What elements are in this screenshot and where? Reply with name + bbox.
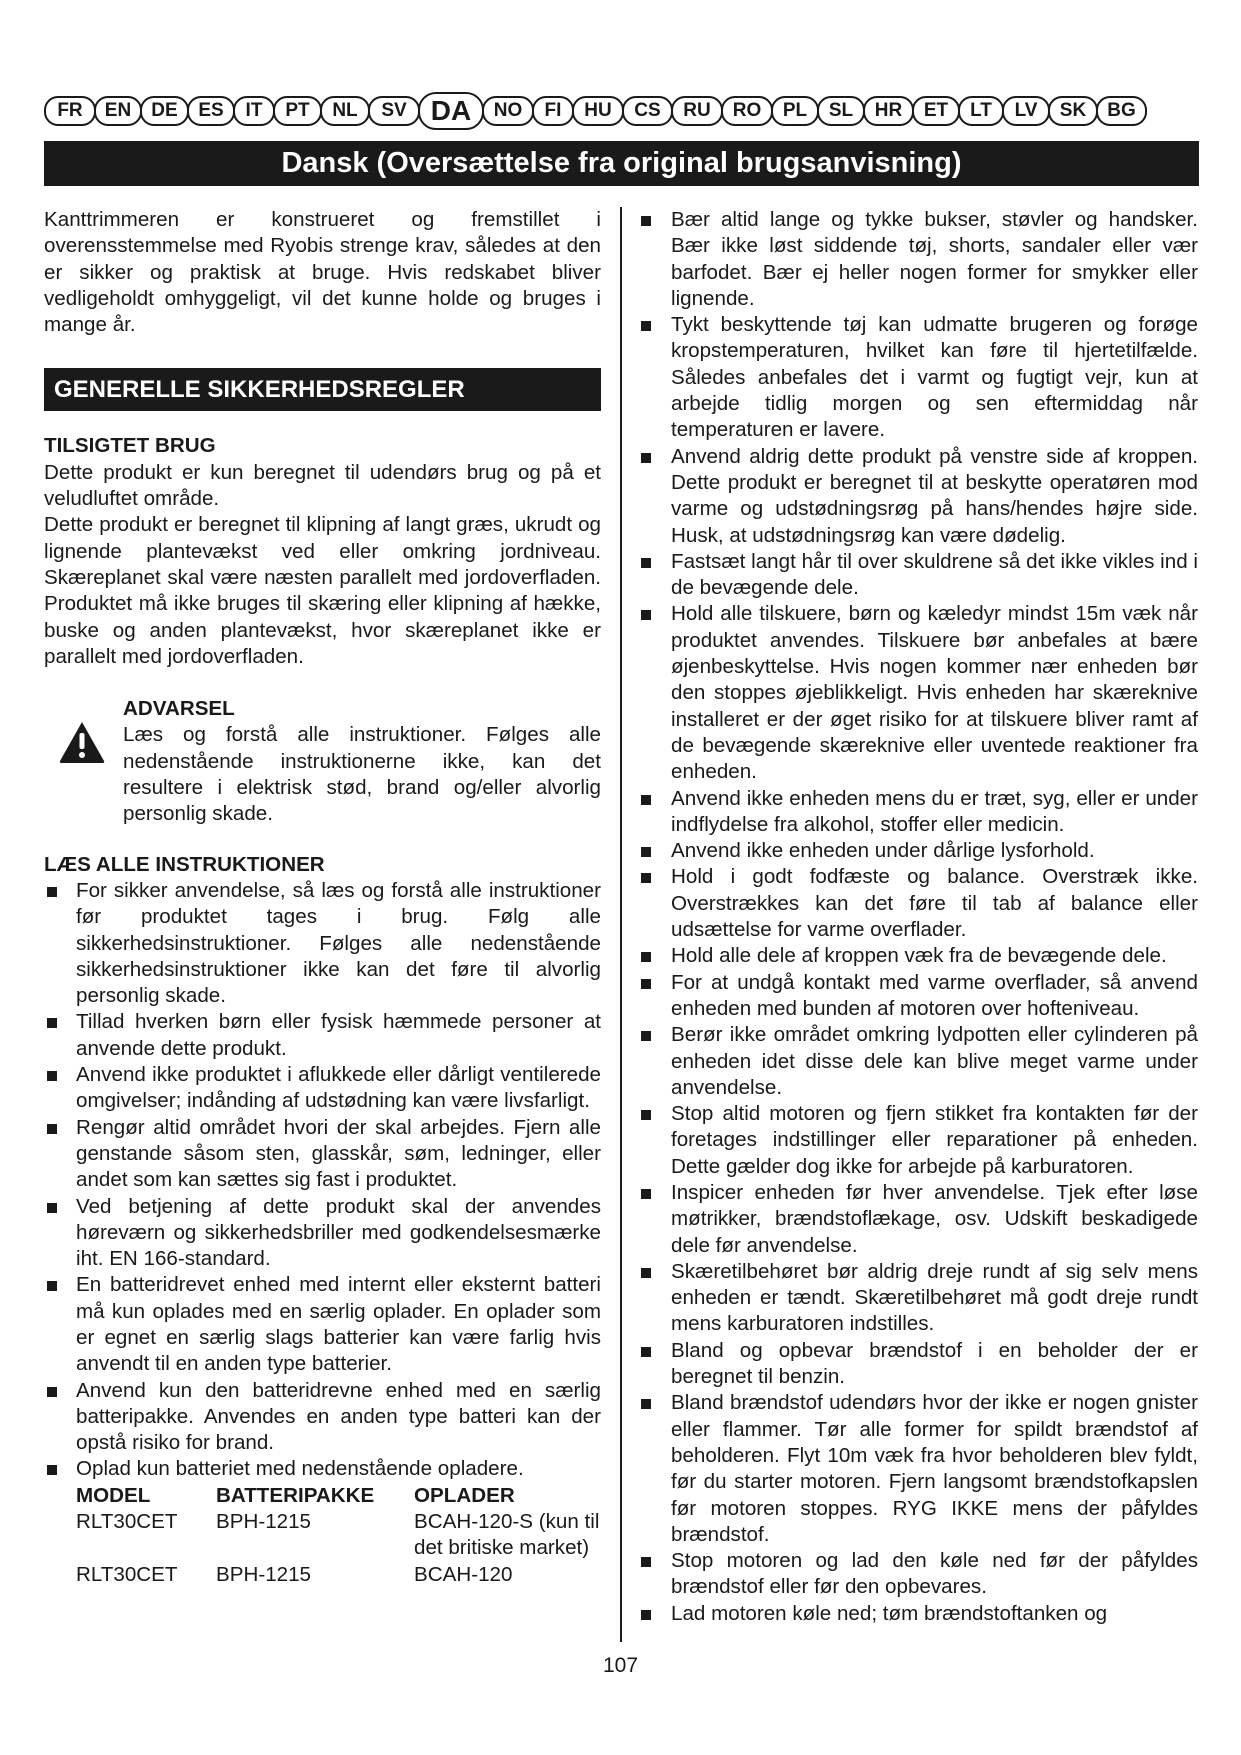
list-item: Lad motoren køle ned; tøm brændstoftanken og	[638, 1601, 1198, 1627]
table-header: MODEL	[76, 1483, 151, 1507]
lang-tab-hr: HR	[863, 96, 914, 126]
list-item: Bland brændstof udendørs hvor der ikke er nogen gnister eller flammer. Tør alle former for spildt brændstof af beholderen. Flyt 10m væk fra hvor beholderen blev fyldt, før du starter motoren. Fjern langsomt brændstofkapslen før motoren stoppes. RYG IKKE mens der påfyldes brændstof.	[638, 1390, 1198, 1548]
bullet-square-icon	[47, 1281, 57, 1291]
intended-use-paragraph-2: Dette produkt er beregnet til klipning af langt græs, ukrudt og lignende plantevækst ved eller omkring jordniveau. Skæreplanet skal være næsten parallelt med jordoverfladen. Produktet må ikke bruges til skæring eller klipning af hække, buske og anden plantevækst, hvor skæreplanet ikke er parallelt med jordoverfladen.	[44, 513, 601, 668]
bullet-square-icon	[641, 1399, 651, 1409]
bullet-square-icon	[47, 887, 57, 897]
bullet-square-icon	[641, 1110, 651, 1120]
bullet-square-icon	[641, 558, 651, 568]
list-item: Anvend ikke produktet i aflukkede eller dårligt ventilerede omgivelser; indånding af udstødning kan være livsfarligt.	[44, 1062, 601, 1115]
warning-title: ADVARSEL	[123, 697, 235, 721]
language-tab-bar	[44, 92, 1199, 128]
lang-tab-en: EN	[94, 96, 142, 126]
right-column	[638, 207, 1198, 1627]
list-item: Stop altid motoren og fjern stikket fra kontakten før der foretages indstillinger eller reparationer på enheden. Dette gælder dog ikke for arbejde på karburatoren.	[638, 1101, 1198, 1180]
list-item: Tillad hverken børn eller fysisk hæmmede personer at anvende dette produkt.	[44, 1009, 601, 1062]
list-item: Bær altid lange og tykke bukser, støvler og handsker. Bær ikke løst siddende tøj, shorts, sandaler eller vær barfodet. Bær ej heller nogen former for smykker eller lignende.	[638, 207, 1198, 312]
bullet-square-icon	[47, 1124, 57, 1134]
read-all-heading: LÆS ALLE INSTRUKTIONER	[44, 852, 325, 876]
lang-tab-es: ES	[187, 96, 235, 126]
warning-text: Læs og forstå alle instruktioner. Følges alle nedenstående instruktionerne ikke, kan det resultere i elektrisk stød, brand og/eller alvorlig personlig skade.	[123, 723, 601, 826]
list-item: Berør ikke området omkring lydpotten eller cylinderen på enheden idet disse dele kan blive meget varme under anvendelse.	[638, 1022, 1198, 1101]
bullet-square-icon	[641, 321, 651, 331]
page-title: Dansk (Oversættelse fra original brugsanvisning)	[44, 141, 1199, 186]
table-header: BATTERIPAKKE	[216, 1483, 375, 1507]
list-item: Bland og opbevar brændstof i en beholder der er beregnet til benzin.	[638, 1338, 1198, 1391]
bullet-square-icon	[641, 979, 651, 989]
lang-tab-pl: PL	[771, 96, 819, 126]
bullet-square-icon	[641, 847, 651, 857]
list-item: For sikker anvendelse, så læs og forstå alle instruktioner før produktet tages i brug. Følg alle sikkerhedsinstruktioner. Følges alle nedenstående sikkerhedsinstruktioner ikke kan det føre til alvorlig personlig skade.	[44, 878, 601, 1009]
table-cell: BCAH-120-S (kun til det britiske market)	[414, 1510, 600, 1560]
lang-tab-lt: LT	[958, 96, 1004, 126]
lang-tab-sv: SV	[368, 96, 420, 126]
lang-tab-da-active: DA	[418, 92, 484, 130]
section-title-safety-rules: GENERELLE SIKKERHEDSREGLER	[44, 368, 601, 411]
table-cell: BCAH-120	[414, 1562, 513, 1586]
table-header: OPLADER	[414, 1483, 515, 1507]
lang-tab-ru: RU	[671, 96, 723, 126]
bullet-square-icon	[47, 1387, 57, 1397]
lang-tab-lv: LV	[1002, 96, 1050, 126]
bullet-square-icon	[47, 1071, 57, 1081]
lang-tab-nl: NL	[320, 96, 370, 126]
list-item: Anvend ikke enheden mens du er træt, syg, eller er under indflydelse fra alkohol, stoffer eller medicin.	[638, 786, 1198, 839]
lang-tab-no: NO	[482, 96, 534, 126]
bullet-square-icon	[47, 1203, 57, 1213]
table-row	[76, 1509, 601, 1562]
lang-tab-et: ET	[912, 96, 960, 126]
list-item: Anvend aldrig dette produkt på venstre side af kroppen. Dette produkt er beregnet til at beskytte operatøren mod varme og udstødningsrøg på hans/hendes højre side. Husk, at udstødningsrøg kan være dødelig.	[638, 444, 1198, 549]
bullet-square-icon	[641, 453, 651, 463]
left-column	[44, 207, 601, 1588]
bullet-square-icon	[641, 873, 651, 883]
intended-use-paragraph-1: Dette produkt er kun beregnet til udendørs brug og på et veludluftet område.	[44, 460, 601, 511]
list-item: Anvend kun den batteridrevne enhed med en særlig batteripakke. Anvendes en anden type batteri kan der opstå risiko for brand.	[44, 1378, 601, 1457]
table-cell: RLT30CET	[76, 1562, 178, 1586]
intro-paragraph: Kanttrimmeren er konstrueret og fremstillet i overensstemmelse med Ryobis strenge krav, således at den er sikker og praktisk at bruge. Hvis redskabet bliver vedligeholdt omhyggeligt, vil det kunne holde og bruges i mange år.	[44, 208, 601, 337]
list-item: Inspicer enheden før hver anvendelse. Tjek efter løse møtrikker, brændstoflækage, osv. Udskift beskadigede dele før anvendelse.	[638, 1180, 1198, 1259]
list-item: For at undgå kontakt med varme overflader, så anvend enheden med bunden af motoren over hofteniveau.	[638, 970, 1198, 1023]
list-item: Anvend ikke enheden under dårlige lysforhold.	[638, 838, 1198, 864]
bullet-square-icon	[47, 1018, 57, 1028]
bullet-square-icon	[641, 952, 651, 962]
bullet-square-icon	[641, 1610, 651, 1620]
lang-tab-bg: BG	[1096, 96, 1147, 126]
read-all-list	[44, 878, 601, 1483]
list-item: Oplad kun batteriet med nedenstående opladere.	[44, 1456, 601, 1482]
lang-tab-fr: FR	[44, 96, 96, 126]
bullet-square-icon	[641, 1189, 651, 1199]
bullet-square-icon	[641, 1268, 651, 1278]
lang-tab-de: DE	[140, 96, 189, 126]
bullet-square-icon	[641, 1557, 651, 1567]
safety-list-continued	[638, 207, 1198, 1627]
table-row	[76, 1562, 601, 1588]
bullet-square-icon	[641, 1347, 651, 1357]
table-cell: BPH-1215	[216, 1510, 312, 1534]
list-item: En batteridrevet enhed med internt eller eksternt batteri må kun oplades med en særlig oplader. En oplader som er egnet en særlig slags batterier kan være farlig hvis anvendt til en anden type batterier.	[44, 1272, 601, 1377]
list-item: Hold i godt fodfæste og balance. Overstræk ikke. Overstrækkes kan det føre til tab af balance eller udsættelse for varme overflader.	[638, 864, 1198, 943]
list-item: Ved betjening af dette produkt skal der anvendes høreværn og sikkerhedsbriller med godkendelsesmærke iht. EN 166-standard.	[44, 1194, 601, 1273]
page-number: 107	[602, 1654, 639, 1677]
bullet-square-icon	[641, 1031, 651, 1041]
lang-tab-sl: SL	[817, 96, 865, 126]
table-cell: RLT30CET	[76, 1510, 178, 1534]
list-item: Rengør altid området hvori der skal arbejdes. Fjern alle genstande såsom sten, glasskår, søm, ledninger, eller andet som kan sættes sig fast i produktet.	[44, 1115, 601, 1194]
charger-table	[76, 1483, 601, 1588]
list-item: Hold alle tilskuere, børn og kæledyr mindst 15m væk når produktet anvendes. Tilskuere bør anbefales at bære øjenbeskyttelse. Hvis nogen kommer nær enheden bør den stoppes øjeblikkeligt. Hvis enheden har skæreknive installeret er der øget risiko for at tilskuere bliver ramt af de bevægende skæreknive eller uventede reaktioner fra enheden.	[638, 601, 1198, 785]
list-item: Skæretilbehøret bør aldrig dreje rundt af sig selv mens enheden er tændt. Skæretilbehøret må godt dreje rundt mens karburatoren indstilles.	[638, 1259, 1198, 1338]
warning-triangle-icon	[58, 720, 106, 764]
table-header-row	[76, 1483, 601, 1509]
bullet-square-icon	[641, 610, 651, 620]
lang-tab-hu: HU	[572, 96, 624, 126]
table-cell: BPH-1215	[216, 1562, 312, 1586]
list-item: Fastsæt langt hår til over skuldrene så det ikke vikles ind i de bevægende dele.	[638, 549, 1198, 602]
list-item: Hold alle dele af kroppen væk fra de bevægende dele.	[638, 943, 1198, 969]
list-item: Stop motoren og lad den køle ned før der påfyldes brændstof eller før den opbevares.	[638, 1548, 1198, 1601]
warning-block	[44, 696, 601, 827]
lang-tab-pt: PT	[273, 96, 322, 126]
lang-tab-it: IT	[233, 96, 275, 126]
bullet-square-icon	[641, 216, 651, 226]
bullet-square-icon	[47, 1465, 57, 1475]
column-divider	[620, 207, 622, 1642]
intended-use-heading: TILSIGTET BRUG	[44, 434, 216, 458]
lang-tab-ro: RO	[721, 96, 773, 126]
list-item: Tykt beskyttende tøj kan udmatte brugeren og forøge kropstemperaturen, hvilket kan føre til hjertetilfælde. Således anbefales det i varmt og fugtigt vejr, kun at arbejde tidlig morgen og sen eftermiddag når temperaturen er lavere.	[638, 312, 1198, 443]
lang-tab-cs: CS	[622, 96, 673, 126]
bullet-square-icon	[641, 795, 651, 805]
lang-tab-sk: SK	[1048, 96, 1098, 126]
lang-tab-fi: FI	[532, 96, 574, 126]
